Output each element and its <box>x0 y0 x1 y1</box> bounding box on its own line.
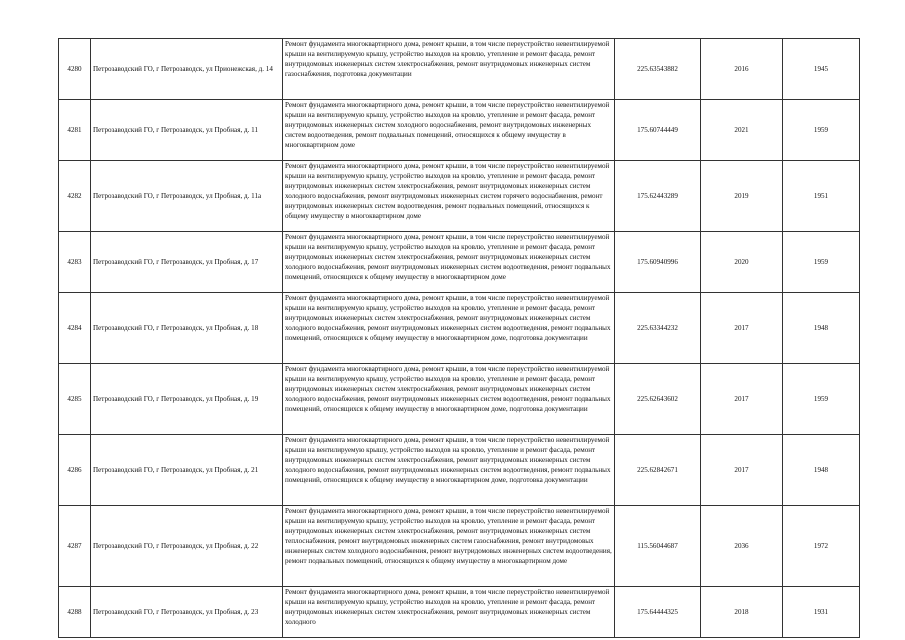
row-number: 4282 <box>59 161 91 232</box>
build-year-cell: 1972 <box>783 506 860 587</box>
row-number: 4281 <box>59 100 91 161</box>
address-cell: Петрозаводский ГО, г Петрозаводск, ул Пробная, д. 17 <box>91 232 283 293</box>
planned-year-cell: 2017 <box>701 293 783 364</box>
value-cell: 175.64444325 <box>615 587 701 638</box>
address-cell: Петрозаводский ГО, г Петрозаводск, ул Пробная, д. 18 <box>91 293 283 364</box>
build-year-cell: 1945 <box>783 39 860 100</box>
works-cell: Ремонт фундамента многоквартирного дома, ремонт крыши, в том числе переустройство невентилируемой крыши на вентилируемую крышу, устройство выходов на кровлю, утепление и ремонт фасада, ремонт внутридомовых инженерных систем холодного водоснабжения, ремонт внутридомовых инженерных систем водоотведения, ремонт подвальных помещений, относящихся к общему имуществу в многоквартирном доме <box>283 100 615 161</box>
value-cell: 115.56044687 <box>615 506 701 587</box>
address-cell: Петрозаводский ГО, г Петрозаводск, ул Пробная, д. 19 <box>91 364 283 435</box>
row-number: 4284 <box>59 293 91 364</box>
value-cell: 225.62842671 <box>615 435 701 506</box>
housing-repair-table <box>58 38 860 638</box>
value-cell: 175.60744449 <box>615 100 701 161</box>
works-cell: Ремонт фундамента многоквартирного дома, ремонт крыши, в том числе переустройство невентилируемой крыши на вентилируемую крышу, устройство выходов на кровлю, утепление и ремонт фасада, ремонт внутридомовых инженерных систем электроснабжения, ремонт внутридомовых инженерных систем холодного водоснабжения, ремонт внутридомовых инженерных систем водоотведения, ремонт подвальных помещений, относящихся к общему имуществу в многоквартирном доме, подготовка документации <box>283 435 615 506</box>
table-row <box>59 587 860 638</box>
address-cell: Петрозаводский ГО, г Петрозаводск, ул Прионежская, д. 14 <box>91 39 283 100</box>
address-cell: Петрозаводский ГО, г Петрозаводск, ул Пробная, д. 22 <box>91 506 283 587</box>
build-year-cell: 1948 <box>783 435 860 506</box>
table-row <box>59 161 860 232</box>
planned-year-cell: 2019 <box>701 161 783 232</box>
value-cell: 175.60940996 <box>615 232 701 293</box>
row-number: 4285 <box>59 364 91 435</box>
table-row <box>59 435 860 506</box>
planned-year-cell: 2036 <box>701 506 783 587</box>
planned-year-cell: 2018 <box>701 587 783 638</box>
row-number: 4288 <box>59 587 91 638</box>
planned-year-cell: 2016 <box>701 39 783 100</box>
build-year-cell: 1931 <box>783 587 860 638</box>
table-row <box>59 39 860 100</box>
value-cell: 175.62443289 <box>615 161 701 232</box>
address-cell: Петрозаводский ГО, г Петрозаводск, ул Пробная, д. 11 <box>91 100 283 161</box>
table-row <box>59 232 860 293</box>
build-year-cell: 1951 <box>783 161 860 232</box>
table-row <box>59 506 860 587</box>
build-year-cell: 1948 <box>783 293 860 364</box>
works-cell: Ремонт фундамента многоквартирного дома, ремонт крыши, в том числе переустройство невентилируемой крыши на вентилируемую крышу, устройство выходов на кровлю, утепление и ремонт фасада, ремонт внутридомовых инженерных систем электроснабжения, ремонт внутридомовых инженерных систем холодного водоснабжения, ремонт внутридомовых инженерных систем водоотведения, ремонт подвальных помещений, относящихся к общему имуществу в многоквартирном доме <box>283 232 615 293</box>
planned-year-cell: 2020 <box>701 232 783 293</box>
table-row <box>59 293 860 364</box>
value-cell: 225.62643602 <box>615 364 701 435</box>
works-cell: Ремонт фундамента многоквартирного дома, ремонт крыши, в том числе переустройство невентилируемой крыши на вентилируемую крышу, устройство выходов на кровлю, утепление и ремонт фасада, ремонт внутридомовых инженерных систем электроснабжения, ремонт внутридомовых инженерных систем теплоснабжения, ремонт внутридомовых инженерных систем газоснабжения, ремонт внутридомовых инженерных систем холодного водоснабжения, ремонт внутридомовых инженерных систем водоотведения, ремонт подвальных помещений, относящихся к общему имуществу в многоквартирном доме <box>283 506 615 587</box>
address-cell: Петрозаводский ГО, г Петрозаводск, ул Пробная, д. 11а <box>91 161 283 232</box>
address-cell: Петрозаводский ГО, г Петрозаводск, ул Пробная, д. 21 <box>91 435 283 506</box>
works-cell: Ремонт фундамента многоквартирного дома, ремонт крыши, в том числе переустройство невентилируемой крыши на вентилируемую крышу, устройство выходов на кровлю, утепление и ремонт фасада, ремонт внутридомовых инженерных систем электроснабжения, ремонт внутридомовых инженерных систем холодного водоснабжения, ремонт внутридомовых инженерных систем горячего водоснабжения, ремонт внутридомовых инженерных систем водоотведения, ремонт подвальных помещений, относящихся к общему имуществу в многоквартирном доме <box>283 161 615 232</box>
works-cell: Ремонт фундамента многоквартирного дома, ремонт крыши, в том числе переустройство невентилируемой крыши на вентилируемую крышу, устройство выходов на кровлю, утепление и ремонт фасада, ремонт внутридомовых инженерных систем электроснабжения, ремонт внутридомовых инженерных систем холодного водоснабжения, ремонт внутридомовых инженерных систем водоотведения, ремонт подвальных помещений, относящихся к общему имуществу в многоквартирном доме, подготовка документации <box>283 364 615 435</box>
value-cell: 225.63543882 <box>615 39 701 100</box>
row-number: 4287 <box>59 506 91 587</box>
build-year-cell: 1959 <box>783 100 860 161</box>
table-row <box>59 100 860 161</box>
works-cell: Ремонт фундамента многоквартирного дома, ремонт крыши, в том числе переустройство невентилируемой крыши на вентилируемую крышу, устройство выходов на кровлю, утепление и ремонт фасада, ремонт внутридомовых инженерных систем электроснабжения, ремонт внутридомовых инженерных систем газоснабжения, подготовка документации <box>283 39 615 100</box>
value-cell: 225.63344232 <box>615 293 701 364</box>
works-cell: Ремонт фундамента многоквартирного дома, ремонт крыши, в том числе переустройство невентилируемой крыши на вентилируемую крышу, устройство выходов на кровлю, утепление и ремонт фасада, ремонт внутридомовых инженерных систем электроснабжения, ремонт внутридомовых инженерных систем холодного водоснабжения, ремонт внутридомовых инженерных систем водоотведения, ремонт подвальных помещений, относящихся к общему имуществу в многоквартирном доме, подготовка документации <box>283 293 615 364</box>
works-cell: Ремонт фундамента многоквартирного дома, ремонт крыши, в том числе переустройство невентилируемой крыши на вентилируемую крышу, устройство выходов на кровлю, утепление и ремонт фасада, ремонт внутридомовых инженерных систем электроснабжения, ремонт внутридомовых инженерных систем холодного <box>283 587 615 638</box>
table-row <box>59 364 860 435</box>
planned-year-cell: 2017 <box>701 364 783 435</box>
build-year-cell: 1959 <box>783 364 860 435</box>
planned-year-cell: 2021 <box>701 100 783 161</box>
build-year-cell: 1959 <box>783 232 860 293</box>
row-number: 4286 <box>59 435 91 506</box>
row-number: 4280 <box>59 39 91 100</box>
address-cell: Петрозаводский ГО, г Петрозаводск, ул Пробная, д. 23 <box>91 587 283 638</box>
planned-year-cell: 2017 <box>701 435 783 506</box>
row-number: 4283 <box>59 232 91 293</box>
